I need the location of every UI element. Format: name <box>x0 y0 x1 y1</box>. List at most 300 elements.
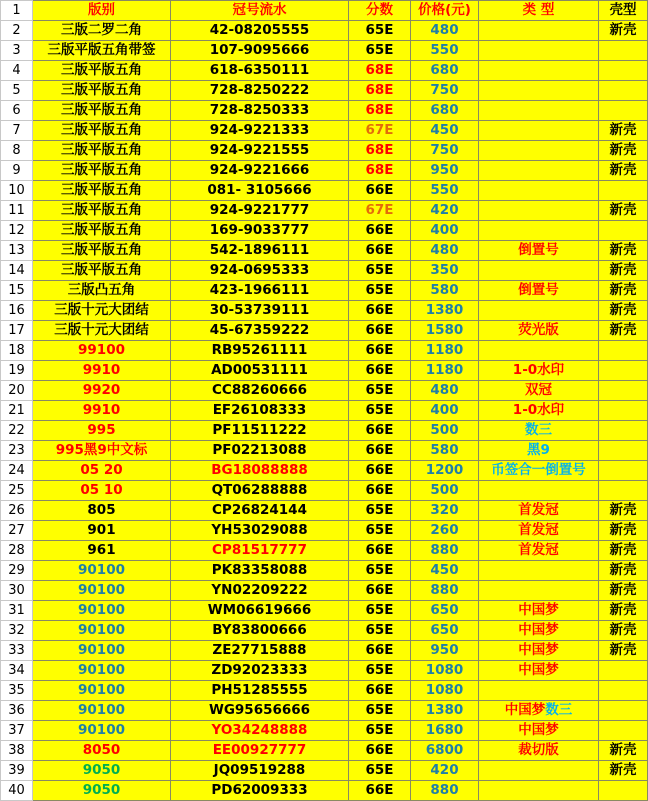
edition-cell[interactable]: 9050 <box>33 781 171 801</box>
grade-cell[interactable]: 66E <box>349 181 411 201</box>
type-label: 黑9 <box>527 442 550 458</box>
shell-cell[interactable] <box>599 361 648 381</box>
price-cell[interactable]: 320 <box>411 501 479 521</box>
serial-cell[interactable]: YO34248888 <box>171 721 349 741</box>
type-header[interactable]: 类 型 <box>479 1 599 21</box>
serial-cell[interactable]: 924-9221555 <box>171 141 349 161</box>
type-cell[interactable] <box>479 661 599 681</box>
table-row <box>1 521 648 541</box>
serial-cell[interactable]: AD00531111 <box>171 361 349 381</box>
grade-cell[interactable]: 66E <box>349 681 411 701</box>
shell-cell[interactable] <box>599 781 648 801</box>
shell-cell[interactable] <box>599 661 648 681</box>
serial-cell[interactable]: 542-1896111 <box>171 241 349 261</box>
grade-cell[interactable]: 66E <box>349 241 411 261</box>
price-cell[interactable]: 500 <box>411 421 479 441</box>
type-cell[interactable] <box>479 201 599 221</box>
grade-cell[interactable]: 65E <box>349 281 411 301</box>
type-cell[interactable] <box>479 121 599 141</box>
table-row <box>1 421 648 441</box>
shell-cell[interactable] <box>599 421 648 441</box>
type-cell[interactable] <box>479 181 599 201</box>
type-cell[interactable] <box>479 261 599 281</box>
grade-cell[interactable]: 65E <box>349 601 411 621</box>
row-number-cell[interactable]: 31 <box>1 601 33 621</box>
price-cell[interactable]: 400 <box>411 221 479 241</box>
grade-cell[interactable]: 65E <box>349 701 411 721</box>
shell-cell[interactable] <box>599 181 648 201</box>
grade-cell[interactable]: 65E <box>349 521 411 541</box>
price-cell[interactable]: 450 <box>411 561 479 581</box>
serial-cell[interactable]: QT06288888 <box>171 481 349 501</box>
price-cell[interactable]: 260 <box>411 521 479 541</box>
row-number-cell[interactable]: 18 <box>1 341 33 361</box>
type-cell[interactable] <box>479 561 599 581</box>
row-number-cell[interactable]: 35 <box>1 681 33 701</box>
edition-cell[interactable]: 三版平版五角 <box>33 241 171 261</box>
price-cell[interactable]: 480 <box>411 21 479 41</box>
type-cell[interactable] <box>479 681 599 701</box>
table-row <box>1 301 648 321</box>
edition-header[interactable]: 版别 <box>33 1 171 21</box>
grade-cell[interactable]: 66E <box>349 321 411 341</box>
row-number-cell[interactable]: 23 <box>1 441 33 461</box>
edition-cell[interactable]: 三版十元大团结 <box>33 301 171 321</box>
type-cell[interactable] <box>479 781 599 801</box>
edition-cell[interactable]: 三版平版五角 <box>33 201 171 221</box>
row-number-cell[interactable]: 33 <box>1 641 33 661</box>
grade-cell[interactable]: 66E <box>349 781 411 801</box>
type-cell[interactable] <box>479 501 599 521</box>
shell-cell[interactable]: 新壳 <box>599 741 648 761</box>
price-cell[interactable]: 400 <box>411 401 479 421</box>
type-cell[interactable] <box>479 381 599 401</box>
serial-cell[interactable]: 169-9033777 <box>171 221 349 241</box>
edition-cell[interactable]: 三版平版五角 <box>33 121 171 141</box>
serial-cell[interactable]: CP26824144 <box>171 501 349 521</box>
type-cell[interactable] <box>479 481 599 501</box>
shell-cell[interactable]: 新壳 <box>599 761 648 781</box>
shell-cell[interactable] <box>599 81 648 101</box>
price-cell[interactable]: 580 <box>411 441 479 461</box>
edition-cell[interactable]: 90100 <box>33 561 171 581</box>
row-number-cell[interactable]: 25 <box>1 481 33 501</box>
type-cell[interactable] <box>479 321 599 341</box>
serial-cell[interactable]: EF26108333 <box>171 401 349 421</box>
grade-cell[interactable]: 66E <box>349 581 411 601</box>
grade-cell[interactable]: 68E <box>349 101 411 121</box>
serial-cell[interactable]: 924-9221333 <box>171 121 349 141</box>
row-number-cell[interactable]: 2 <box>1 21 33 41</box>
price-cell[interactable]: 1080 <box>411 681 479 701</box>
row-number-cell[interactable]: 8 <box>1 141 33 161</box>
type-cell[interactable] <box>479 341 599 361</box>
type-cell[interactable] <box>479 301 599 321</box>
row-number-cell[interactable]: 3 <box>1 41 33 61</box>
row-number-cell[interactable]: 26 <box>1 501 33 521</box>
shell-cell[interactable]: 新壳 <box>599 261 648 281</box>
row-number-cell[interactable]: 36 <box>1 701 33 721</box>
edition-cell[interactable]: 05 10 <box>33 481 171 501</box>
row-number-cell[interactable]: 12 <box>1 221 33 241</box>
edition-cell[interactable]: 90100 <box>33 581 171 601</box>
serial-cell[interactable]: PD62009333 <box>171 781 349 801</box>
grade-cell[interactable]: 66E <box>349 641 411 661</box>
table-row <box>1 401 648 421</box>
serial-cell[interactable]: PK83358088 <box>171 561 349 581</box>
row-number-cell[interactable]: 37 <box>1 721 33 741</box>
row-number-cell[interactable]: 38 <box>1 741 33 761</box>
grade-cell[interactable]: 67E <box>349 121 411 141</box>
type-cell[interactable] <box>479 41 599 61</box>
edition-cell[interactable]: 三版平版五角 <box>33 181 171 201</box>
shell-header[interactable]: 壳型 <box>599 1 648 21</box>
edition-cell[interactable]: 995 <box>33 421 171 441</box>
table-row <box>1 221 648 241</box>
row-number-cell[interactable]: 7 <box>1 121 33 141</box>
serial-cell[interactable]: 423-1966111 <box>171 281 349 301</box>
grade-cell[interactable]: 66E <box>349 341 411 361</box>
shell-cell[interactable] <box>599 381 648 401</box>
table-row <box>1 261 648 281</box>
grade-cell[interactable]: 66E <box>349 421 411 441</box>
type-cell[interactable] <box>479 641 599 661</box>
table-row <box>1 321 648 341</box>
type-cell[interactable] <box>479 761 599 781</box>
edition-cell[interactable]: 90100 <box>33 721 171 741</box>
serial-cell[interactable]: 45-67359222 <box>171 321 349 341</box>
serial-cell[interactable]: JQ09519288 <box>171 761 349 781</box>
type-cell[interactable] <box>479 21 599 41</box>
grade-cell[interactable]: 68E <box>349 81 411 101</box>
price-cell[interactable]: 480 <box>411 241 479 261</box>
type-label: 中国梦 <box>518 602 559 618</box>
edition-cell[interactable]: 90100 <box>33 661 171 681</box>
grade-cell[interactable]: 65E <box>349 621 411 641</box>
header-row <box>1 1 648 21</box>
price-cell[interactable]: 6800 <box>411 741 479 761</box>
price-cell[interactable]: 1180 <box>411 341 479 361</box>
grade-cell[interactable]: 65E <box>349 41 411 61</box>
type-cell[interactable] <box>479 221 599 241</box>
serial-cell[interactable]: RB95261111 <box>171 341 349 361</box>
price-header[interactable]: 价格(元) <box>411 1 479 21</box>
price-cell[interactable]: 650 <box>411 621 479 641</box>
type-cell[interactable] <box>479 241 599 261</box>
serial-cell[interactable]: WM06619666 <box>171 601 349 621</box>
price-cell[interactable]: 750 <box>411 81 479 101</box>
shell-cell[interactable]: 新壳 <box>599 241 648 261</box>
shell-cell[interactable] <box>599 481 648 501</box>
serial-cell[interactable]: ZE27715888 <box>171 641 349 661</box>
grade-cell[interactable]: 66E <box>349 461 411 481</box>
grade-cell[interactable]: 66E <box>349 481 411 501</box>
row-number-cell[interactable]: 4 <box>1 61 33 81</box>
edition-cell[interactable]: 9050 <box>33 761 171 781</box>
grade-cell[interactable]: 65E <box>349 561 411 581</box>
price-cell[interactable]: 550 <box>411 41 479 61</box>
serial-cell[interactable]: BG18088888 <box>171 461 349 481</box>
row-number-header[interactable]: 1 <box>1 1 33 21</box>
serial-cell[interactable]: 30-53739111 <box>171 301 349 321</box>
row-number-cell[interactable]: 22 <box>1 421 33 441</box>
shell-cell[interactable]: 新壳 <box>599 521 648 541</box>
price-cell[interactable]: 680 <box>411 61 479 81</box>
serial-cell[interactable]: 924-9221777 <box>171 201 349 221</box>
serial-cell[interactable]: 107-9095666 <box>171 41 349 61</box>
serial-cell[interactable]: 42-08205555 <box>171 21 349 41</box>
edition-cell[interactable]: 三版平版五角 <box>33 261 171 281</box>
type-cell[interactable] <box>479 361 599 381</box>
edition-cell[interactable]: 三版平版五角 <box>33 221 171 241</box>
price-cell[interactable]: 450 <box>411 121 479 141</box>
edition-cell[interactable]: 三版凸五角 <box>33 281 171 301</box>
serial-cell[interactable]: 728-8250222 <box>171 81 349 101</box>
serial-cell[interactable]: YH53029088 <box>171 521 349 541</box>
row-number-cell[interactable]: 16 <box>1 301 33 321</box>
price-cell[interactable]: 1180 <box>411 361 479 381</box>
edition-cell[interactable]: 901 <box>33 521 171 541</box>
shell-cell[interactable]: 新壳 <box>599 281 648 301</box>
grade-cell[interactable]: 65E <box>349 501 411 521</box>
serial-cell[interactable]: CC88260666 <box>171 381 349 401</box>
shell-cell[interactable] <box>599 401 648 421</box>
type-cell[interactable] <box>479 741 599 761</box>
row-number-cell[interactable]: 17 <box>1 321 33 341</box>
grade-cell[interactable]: 66E <box>349 221 411 241</box>
row-number-cell[interactable]: 28 <box>1 541 33 561</box>
row-number-cell[interactable]: 20 <box>1 381 33 401</box>
type-cell[interactable] <box>479 401 599 421</box>
grade-cell[interactable]: 68E <box>349 61 411 81</box>
price-cell[interactable]: 350 <box>411 261 479 281</box>
type-label: 中国梦 <box>518 622 559 638</box>
grade-cell[interactable]: 68E <box>349 141 411 161</box>
shell-cell[interactable]: 新壳 <box>599 21 648 41</box>
type-cell[interactable] <box>479 421 599 441</box>
serial-cell[interactable]: 924-0695333 <box>171 261 349 281</box>
type-cell[interactable] <box>479 621 599 641</box>
shell-cell[interactable] <box>599 461 648 481</box>
serial-cell[interactable]: 728-8250333 <box>171 101 349 121</box>
type-cell[interactable] <box>479 441 599 461</box>
shell-cell[interactable]: 新壳 <box>599 321 648 341</box>
serial-cell[interactable]: WG95656666 <box>171 701 349 721</box>
serial-cell[interactable]: PF11511222 <box>171 421 349 441</box>
type-cell[interactable] <box>479 101 599 121</box>
row-number-cell[interactable]: 10 <box>1 181 33 201</box>
type-label: 首发冠 <box>518 522 559 538</box>
grade-cell[interactable]: 65E <box>349 761 411 781</box>
serial-header[interactable]: 冠号流水 <box>171 1 349 21</box>
shell-cell[interactable]: 新壳 <box>599 161 648 181</box>
edition-cell[interactable]: 9920 <box>33 381 171 401</box>
shell-cell[interactable]: 新壳 <box>599 601 648 621</box>
type-label: 中国梦 <box>504 702 546 718</box>
shell-cell[interactable] <box>599 441 648 461</box>
price-cell[interactable]: 950 <box>411 161 479 181</box>
price-cell[interactable]: 1080 <box>411 661 479 681</box>
edition-cell[interactable]: 8050 <box>33 741 171 761</box>
serial-cell[interactable]: ZD92023333 <box>171 661 349 681</box>
shell-cell[interactable]: 新壳 <box>599 201 648 221</box>
row-number-cell[interactable]: 13 <box>1 241 33 261</box>
grade-cell[interactable]: 66E <box>349 441 411 461</box>
shell-cell[interactable] <box>599 721 648 741</box>
row-number-cell[interactable]: 9 <box>1 161 33 181</box>
grade-cell[interactable]: 66E <box>349 301 411 321</box>
row-number-cell[interactable]: 11 <box>1 201 33 221</box>
serial-cell[interactable]: 081- 3105666 <box>171 181 349 201</box>
type-cell[interactable] <box>479 61 599 81</box>
type-label: 数三 <box>525 422 552 438</box>
shell-cell[interactable]: 新壳 <box>599 301 648 321</box>
serial-cell[interactable]: 924-9221666 <box>171 161 349 181</box>
price-cell[interactable]: 1380 <box>411 701 479 721</box>
type-cell[interactable] <box>479 141 599 161</box>
price-cell[interactable]: 650 <box>411 601 479 621</box>
row-number-cell[interactable]: 39 <box>1 761 33 781</box>
table-row <box>1 181 648 201</box>
row-number-cell[interactable]: 19 <box>1 361 33 381</box>
edition-cell[interactable]: 三版平版五角 <box>33 101 171 121</box>
type-cell[interactable] <box>479 721 599 741</box>
price-cell[interactable]: 550 <box>411 181 479 201</box>
edition-cell[interactable]: 90100 <box>33 621 171 641</box>
edition-cell[interactable]: 9910 <box>33 401 171 421</box>
shell-cell[interactable]: 新壳 <box>599 561 648 581</box>
shell-cell[interactable]: 新壳 <box>599 141 648 161</box>
type-cell[interactable] <box>479 541 599 561</box>
type-label: 中国梦 <box>518 662 559 678</box>
shell-cell[interactable]: 新壳 <box>599 541 648 561</box>
edition-cell[interactable]: 05 20 <box>33 461 171 481</box>
edition-cell[interactable]: 9910 <box>33 361 171 381</box>
serial-cell[interactable]: CP81517777 <box>171 541 349 561</box>
edition-cell[interactable]: 三版十元大团结 <box>33 321 171 341</box>
type-label: 币签合一 <box>491 462 546 478</box>
grade-cell[interactable]: 65E <box>349 721 411 741</box>
row-number-cell[interactable]: 6 <box>1 101 33 121</box>
price-cell[interactable]: 680 <box>411 101 479 121</box>
edition-cell[interactable]: 90100 <box>33 601 171 621</box>
edition-cell[interactable]: 99100 <box>33 341 171 361</box>
row-number-cell[interactable]: 15 <box>1 281 33 301</box>
price-cell[interactable]: 480 <box>411 381 479 401</box>
grade-cell[interactable]: 66E <box>349 361 411 381</box>
shell-cell[interactable] <box>599 701 648 721</box>
shell-cell[interactable] <box>599 41 648 61</box>
edition-cell[interactable]: 805 <box>33 501 171 521</box>
grade-cell[interactable]: 66E <box>349 741 411 761</box>
edition-cell[interactable]: 三版平版五角 <box>33 81 171 101</box>
shell-cell[interactable] <box>599 681 648 701</box>
shell-cell[interactable] <box>599 101 648 121</box>
price-cell[interactable]: 880 <box>411 581 479 601</box>
row-number-cell[interactable]: 24 <box>1 461 33 481</box>
price-cell[interactable]: 750 <box>411 141 479 161</box>
edition-cell[interactable]: 三版平版五角 <box>33 141 171 161</box>
edition-cell[interactable]: 90100 <box>33 701 171 721</box>
price-cell[interactable]: 1380 <box>411 301 479 321</box>
serial-cell[interactable]: 618-6350111 <box>171 61 349 81</box>
type-cell[interactable] <box>479 581 599 601</box>
type-cell[interactable] <box>479 281 599 301</box>
price-cell[interactable]: 420 <box>411 201 479 221</box>
edition-cell[interactable]: 90100 <box>33 641 171 661</box>
shell-cell[interactable] <box>599 61 648 81</box>
price-cell[interactable]: 580 <box>411 281 479 301</box>
shell-cell[interactable] <box>599 221 648 241</box>
type-cell[interactable] <box>479 81 599 101</box>
row-number-cell[interactable]: 27 <box>1 521 33 541</box>
serial-cell[interactable]: BY83800666 <box>171 621 349 641</box>
edition-cell[interactable]: 三版平版五角带签 <box>33 41 171 61</box>
shell-cell[interactable]: 新壳 <box>599 621 648 641</box>
shell-cell[interactable]: 新壳 <box>599 501 648 521</box>
serial-cell[interactable]: PH51285555 <box>171 681 349 701</box>
price-cell[interactable]: 1580 <box>411 321 479 341</box>
price-cell[interactable]: 420 <box>411 761 479 781</box>
serial-cell[interactable]: YN02209222 <box>171 581 349 601</box>
row-number-cell[interactable]: 34 <box>1 661 33 681</box>
grade-cell[interactable]: 68E <box>349 161 411 181</box>
serial-cell[interactable]: EE00927777 <box>171 741 349 761</box>
row-number-cell[interactable]: 30 <box>1 581 33 601</box>
grade-header[interactable]: 分数 <box>349 1 411 21</box>
edition-cell[interactable]: 961 <box>33 541 171 561</box>
shell-cell[interactable] <box>599 341 648 361</box>
grade-cell[interactable]: 65E <box>349 401 411 421</box>
price-cell[interactable]: 500 <box>411 481 479 501</box>
price-cell[interactable]: 880 <box>411 541 479 561</box>
grade-cell[interactable]: 65E <box>349 381 411 401</box>
grade-cell[interactable]: 66E <box>349 541 411 561</box>
edition-cell[interactable]: 三版平版五角 <box>33 161 171 181</box>
grade-cell[interactable]: 65E <box>349 261 411 281</box>
serial-cell[interactable]: PF02213088 <box>171 441 349 461</box>
shell-cell[interactable]: 新壳 <box>599 121 648 141</box>
edition-cell[interactable]: 三版平版五角 <box>33 61 171 81</box>
type-label: 倒置号 <box>545 462 586 478</box>
type-cell[interactable] <box>479 521 599 541</box>
table-row <box>1 581 648 601</box>
shell-cell[interactable]: 新壳 <box>599 581 648 601</box>
row-number-cell[interactable]: 14 <box>1 261 33 281</box>
row-number-cell[interactable]: 32 <box>1 621 33 641</box>
edition-cell[interactable]: 三版二罗二角 <box>33 21 171 41</box>
row-number-cell[interactable]: 5 <box>1 81 33 101</box>
row-number-cell[interactable]: 29 <box>1 561 33 581</box>
type-cell[interactable] <box>479 161 599 181</box>
row-number-cell[interactable]: 40 <box>1 781 33 801</box>
row-number-cell[interactable]: 21 <box>1 401 33 421</box>
type-cell[interactable] <box>479 601 599 621</box>
grade-cell[interactable]: 65E <box>349 661 411 681</box>
edition-cell[interactable]: 90100 <box>33 681 171 701</box>
price-cell[interactable]: 1200 <box>411 461 479 481</box>
type-cell[interactable] <box>479 461 599 481</box>
grade-cell[interactable]: 67E <box>349 201 411 221</box>
type-cell[interactable] <box>479 701 599 721</box>
price-cell[interactable]: 1680 <box>411 721 479 741</box>
table-row <box>1 781 648 801</box>
price-cell[interactable]: 950 <box>411 641 479 661</box>
edition-cell[interactable]: 995黑9中文标 <box>33 441 171 461</box>
shell-cell[interactable]: 新壳 <box>599 641 648 661</box>
grade-cell[interactable]: 65E <box>349 21 411 41</box>
price-cell[interactable]: 880 <box>411 781 479 801</box>
